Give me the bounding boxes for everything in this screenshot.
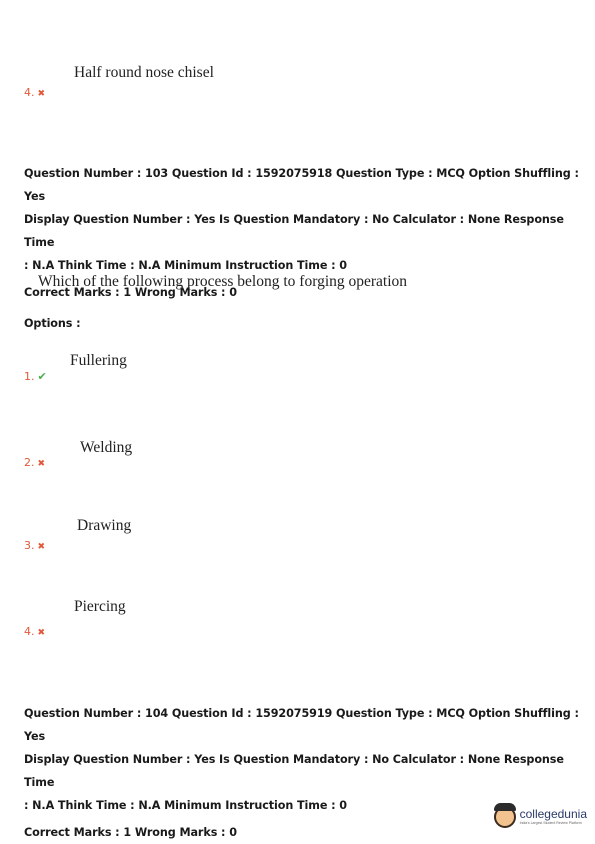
- wrong-icon: ✖: [37, 542, 46, 552]
- logo-tagline: India's Largest Student Review Platform: [519, 821, 582, 826]
- option-text: Fullering: [70, 352, 127, 369]
- option-number: [24, 370, 47, 383]
- mascot-icon: [494, 806, 516, 828]
- option-number-label: 2.: [24, 456, 35, 469]
- question-marks: Correct Marks : 1 Wrong Marks : 0: [24, 286, 237, 299]
- options-label: Options :: [24, 317, 81, 330]
- option-number: [24, 539, 45, 552]
- option-text: Drawing: [77, 517, 132, 534]
- option-number-label: 4.: [24, 625, 35, 638]
- option-number-label: 3.: [24, 539, 35, 552]
- collegedunia-logo: [494, 806, 587, 828]
- wrong-icon: ✖: [37, 89, 46, 99]
- option-text: Piercing: [74, 598, 126, 615]
- wrong-icon: ✖: [37, 459, 46, 469]
- check-icon: ✔: [37, 370, 47, 383]
- question-text: Which of the following process belong to forging operation: [38, 273, 408, 290]
- wrong-icon: ✖: [37, 628, 46, 638]
- question-meta-line: : N.A Think Time : N.A Minimum Instruction Time : 0: [24, 799, 347, 812]
- option-number-label: 1.: [24, 370, 35, 383]
- question-meta-line: Question Number : 104 Question Id : 1592075919 Question Type : MCQ Option Shuffling : Yes: [24, 707, 579, 743]
- question-meta-line: Display Question Number : Yes Is Question Mandatory : No Calculator : None Response Time: [24, 753, 564, 789]
- option-text: Welding: [80, 439, 133, 456]
- option-number-label: 4.: [24, 86, 35, 99]
- option-number: [24, 456, 45, 469]
- question-meta-line: : N.A Think Time : N.A Minimum Instruction Time : 0: [24, 259, 347, 272]
- question-meta-line: Question Number : 103 Question Id : 1592075918 Question Type : MCQ Option Shuffling : Yes: [24, 167, 579, 203]
- question-marks: Correct Marks : 1 Wrong Marks : 0: [24, 826, 237, 839]
- question-meta-line: Display Question Number : Yes Is Question Mandatory : No Calculator : None Response Time: [24, 213, 564, 249]
- logo-brand: collegedunia: [519, 807, 587, 822]
- option-number: [24, 625, 45, 638]
- option-number: [24, 86, 45, 99]
- option-text: Half round nose chisel: [74, 64, 214, 81]
